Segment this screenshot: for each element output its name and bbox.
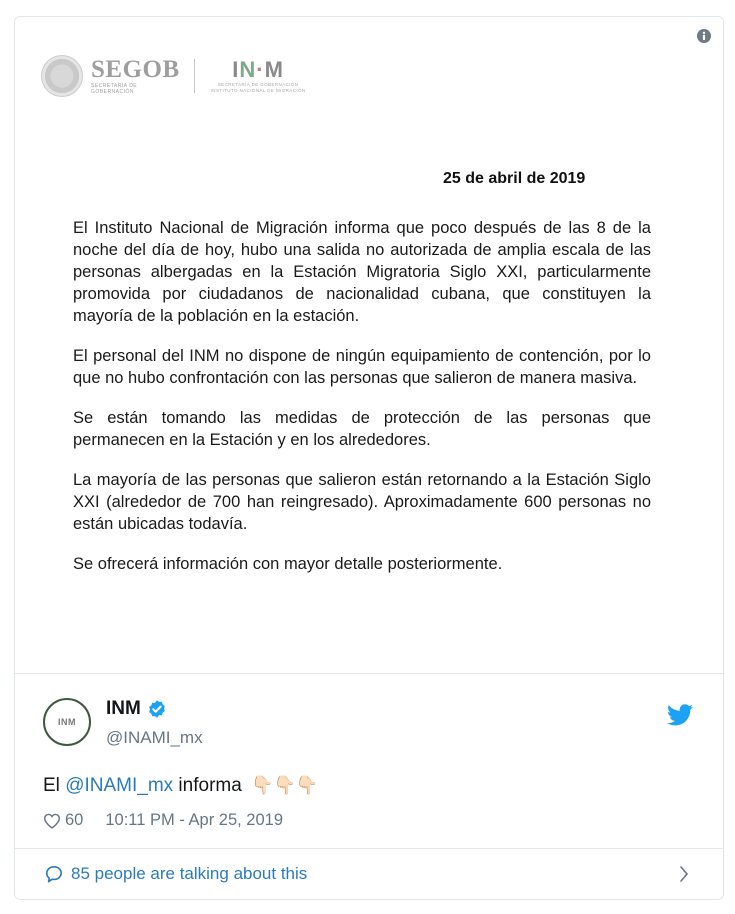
author-name[interactable]: INM: [106, 698, 141, 719]
mexico-seal-icon: [41, 55, 83, 97]
document-date: 25 de abril de 2019: [443, 170, 586, 187]
embedded-tweet-card: [14, 16, 724, 900]
paragraph: El Instituto Nacional de Migración informa que poco después de las 8 de la noche del día de hoy, hubo una salida no autorizada de amplia escala de las personas albergadas en la Estación Migratoria Siglo XXI, particularmente promovida por ciudadanos de nacionalidad cubana, que constituyen la mayoría de la población en la estación.: [73, 219, 651, 325]
avatar[interactable]: INM: [43, 698, 91, 746]
tweet-text: El @INAMI_mx informa 👇🏻👇🏻👇🏻: [43, 775, 319, 796]
tweet-meta: [43, 811, 283, 830]
author-handle[interactable]: @INAMI_mx: [106, 728, 203, 747]
chevron-right-icon[interactable]: [679, 865, 689, 883]
twitter-bird-icon[interactable]: [667, 704, 693, 726]
like-count[interactable]: 60: [65, 811, 84, 829]
info-icon[interactable]: [697, 29, 711, 43]
verified-badge-icon: [147, 699, 167, 719]
paragraph: La mayoría de las personas que salieron están retornando a la Estación Siglo XXI (alrededor de 700 han reingresado). Aproximadamente 600 personas no están ubicadas todavía.: [73, 471, 651, 533]
author-row[interactable]: [106, 698, 167, 720]
heart-icon[interactable]: [43, 813, 61, 829]
mention-link[interactable]: @INAMI_mx: [65, 775, 174, 796]
talking-about-label[interactable]: 85 people are talking about this: [71, 864, 308, 883]
header-logos: [41, 51, 306, 101]
logo-divider: [194, 59, 195, 93]
timestamp[interactable]: 10:11 PM - Apr 25, 2019: [105, 811, 284, 829]
pointing-down-emoji: 👇🏻👇🏻👇🏻: [251, 775, 319, 795]
conversation-link[interactable]: [15, 849, 723, 899]
paragraph: Se ofrecerá información con mayor detalle posteriormente.: [73, 555, 503, 573]
speech-bubble-icon: [45, 865, 63, 883]
tweet-image[interactable]: [15, 17, 723, 673]
segob-logo: SEGOB SECRETARÍA DE GOBERNACIÓN: [91, 56, 180, 95]
paragraph: El personal del INM no dispone de ningún equipamiento de contención, por lo que no hubo confrontación con las personas que salieron de manera masiva.: [73, 347, 651, 387]
tweet-body: [15, 674, 723, 848]
inm-logo: IN·M SECRETARÍA DE GOBERNACIÓN INSTITUTO NACIONAL DE MIGRACIÓN: [210, 57, 306, 93]
document-body: [73, 217, 651, 593]
paragraph: Se están tomando las medidas de protección de las personas que permanecen en la Estación y en los alrededores.: [73, 409, 651, 449]
